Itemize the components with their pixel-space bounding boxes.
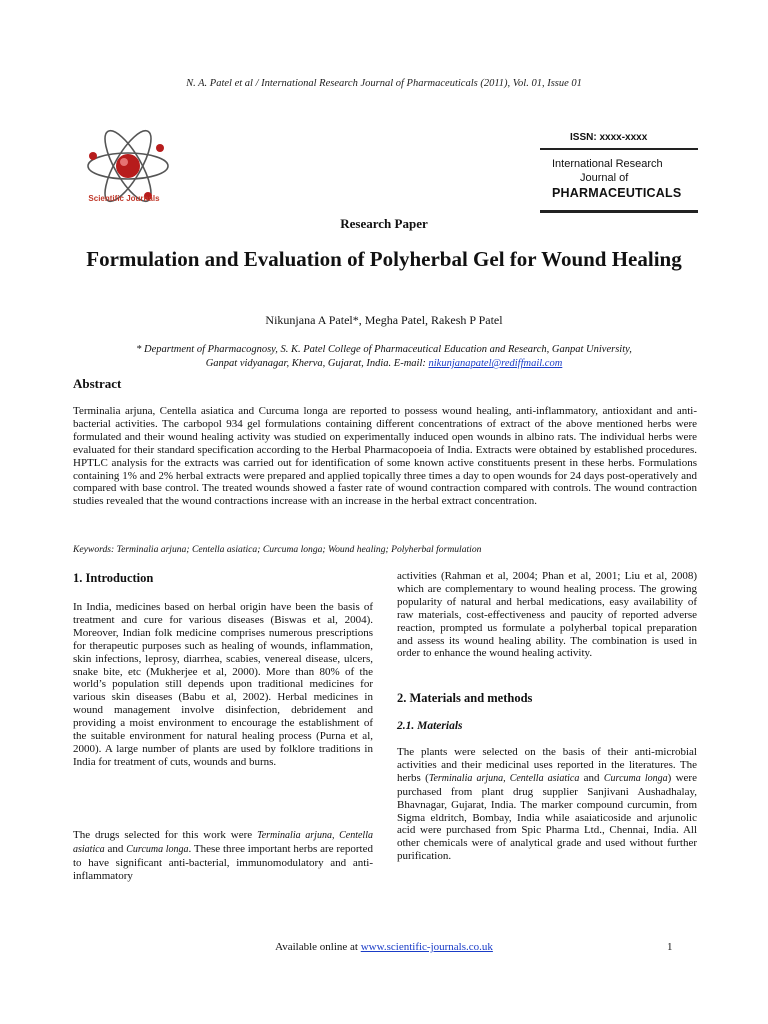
abstract-heading: Abstract	[73, 376, 122, 391]
affiliation-line1: * Department of Pharmacognosy, S. K. Patel College of Pharmaceutical Education and Research, Ganpat University,	[136, 344, 632, 355]
paper-title: Formulation and Evaluation of Polyherbal Gel for Wound Healing	[86, 247, 682, 271]
intro-p2-latin1: Terminalia arjuna, Centella asiatica	[73, 830, 373, 855]
materials-b: and	[579, 771, 604, 784]
intro-p2-latin2: Curcuma longa	[126, 843, 189, 855]
paper-type: Research Paper	[340, 216, 428, 231]
journal-rule-top	[540, 148, 698, 150]
footer	[0, 941, 768, 953]
materials-subheading: 2.1. Materials	[397, 720, 463, 732]
keywords: Keywords: Terminalia arjuna; Centella asiatica; Curcuma longa; Wound healing; Polyherbal formulation	[73, 544, 482, 555]
materials-latin2: Curcuma longa	[603, 772, 668, 784]
intro-paragraph-continued: activities (Rahman et al, 2004; Phan et al, 2001; Liu et al, 2008) which are complementary to wound healing process. The growing popularity of natural and herbal medications, easy availability of raw materials, cost-effectiveness and paucity of reported adverse reaction, prompted us formulate a polyherbal topical preparation and assess its wound healing ability. The combination is used in order to enhance the wound healing activity.	[397, 570, 697, 660]
intro-heading: 1. Introduction	[73, 571, 154, 585]
footer-prefix: Available online at	[275, 941, 361, 953]
running-head: N. A. Patel et al / International Research Journal of Pharmaceuticals (2011), Vol. 01, Issue 01	[186, 78, 582, 89]
intro-p2-c: . These three important herbs are reported to have significant anti-bacterial, immunomodulatory and anti- inflammatory	[73, 842, 373, 882]
footer-website-link[interactable]: www.scientific-journals.co.uk	[360, 941, 493, 953]
intro-paragraph-2	[73, 829, 373, 883]
materials-subheading-block	[397, 720, 697, 733]
materials-latin1: Terminalia arjuna, Centella asiatica	[428, 772, 580, 784]
intro-heading-block	[73, 572, 373, 585]
logo-caption: Scientific Journals	[88, 194, 160, 203]
author-list: Nikunjana A Patel*, Megha Patel, Rakesh P Patel	[265, 313, 503, 327]
methods-heading: 2. Materials and methods	[397, 691, 533, 705]
journal-name-line2: Journal of	[580, 172, 629, 184]
affiliation-line2: Ganpat vidyanagar, Kherva, Gujarat, India. E-mail:	[205, 358, 429, 369]
intro-paragraph-1: In India, medicines based on herbal origin have been the basis of treatment and cure for various diseases (Biswas et al, 2004). Moreover, Indian folk medicine comprises numerous prescriptions for therapeutic purposes such as healing of wounds, inflammation, skin infections, leprosy, diarrhea, scabies, venereal disease, ulcers, snake bite, etc (Mukherjee et al, 2000). More than 80% of the world’s population still depends upon traditional medicines for various skin diseases (Babu et al, 2002). Herbal medicines in wound management involve disinfection, debridement and providing a moist environment to encourage the establishment of the suitable environment for natural healing process (Purna et al, 2000). A large number of plants are used by folklore traditions in India for treatment of cuts, wounds and burns.	[73, 601, 373, 768]
journal-rule-bottom	[540, 210, 698, 213]
email-link[interactable]: nikunjanapatel@rediffmail.com	[428, 358, 563, 369]
intro-p2-a: The drugs selected for this work were	[73, 829, 258, 841]
journal-banner	[540, 128, 698, 218]
affiliation	[74, 343, 694, 371]
journal-name-line1: International Research	[552, 158, 663, 170]
page-number: 1	[667, 941, 673, 953]
journal-name-line3: PHARMACEUTICALS	[552, 186, 682, 200]
materials-c: ) were purchased from plant drug supplier Sanjivani Aushadhalay, Bhavnagar, Gujarat, India. The marker compound curcumin, from Sigma eldritch, Bombay, India while asaiaticoside and arjunolic acid were purchased from Spic Pharma Ltd., Chennai, India. All other chemicals were of analytical grade and used without further purification.	[397, 771, 697, 863]
materials-a: The plants were selected on the basis of their anti-microbial activities and their medicinal uses reported in the literatures. The herbs (	[397, 746, 697, 784]
intro-p2-b: and	[104, 842, 127, 855]
issn-label: ISSN: xxxx-xxxx	[570, 132, 648, 143]
materials-paragraph	[397, 746, 697, 863]
methods-heading-block	[397, 692, 697, 705]
abstract-text: Terminalia arjuna, Centella asiatica and Curcuma longa are reported to possess wound healing, anti-inflammatory, antioxidant and anti-bacterial activities. The carbopol 934 gel formulations containing different concentrations of extract of the above mentioned herbs were formulated and their wound healing activity was studied on experimentally induced open wounds in albino rats. The individual herbs were evaluated for their standard specification according to the Herbal Pharmacopoeia of India. Extracts were obtained by established procedures. HPTLC analysis for the extracts was carried out for identification of some known active constituents present in these herbs. Formulations containing 1% and 2% herbal extracts were prepared and applied topically three times a day to open wounds for 24 days post-operatively and compared with base control. The treated wounds showed a faster rate of wound contraction compared with controls. The wound contraction studies revealed that the wound contractions increase with an increase in the herbal extract concentration.	[73, 405, 697, 508]
